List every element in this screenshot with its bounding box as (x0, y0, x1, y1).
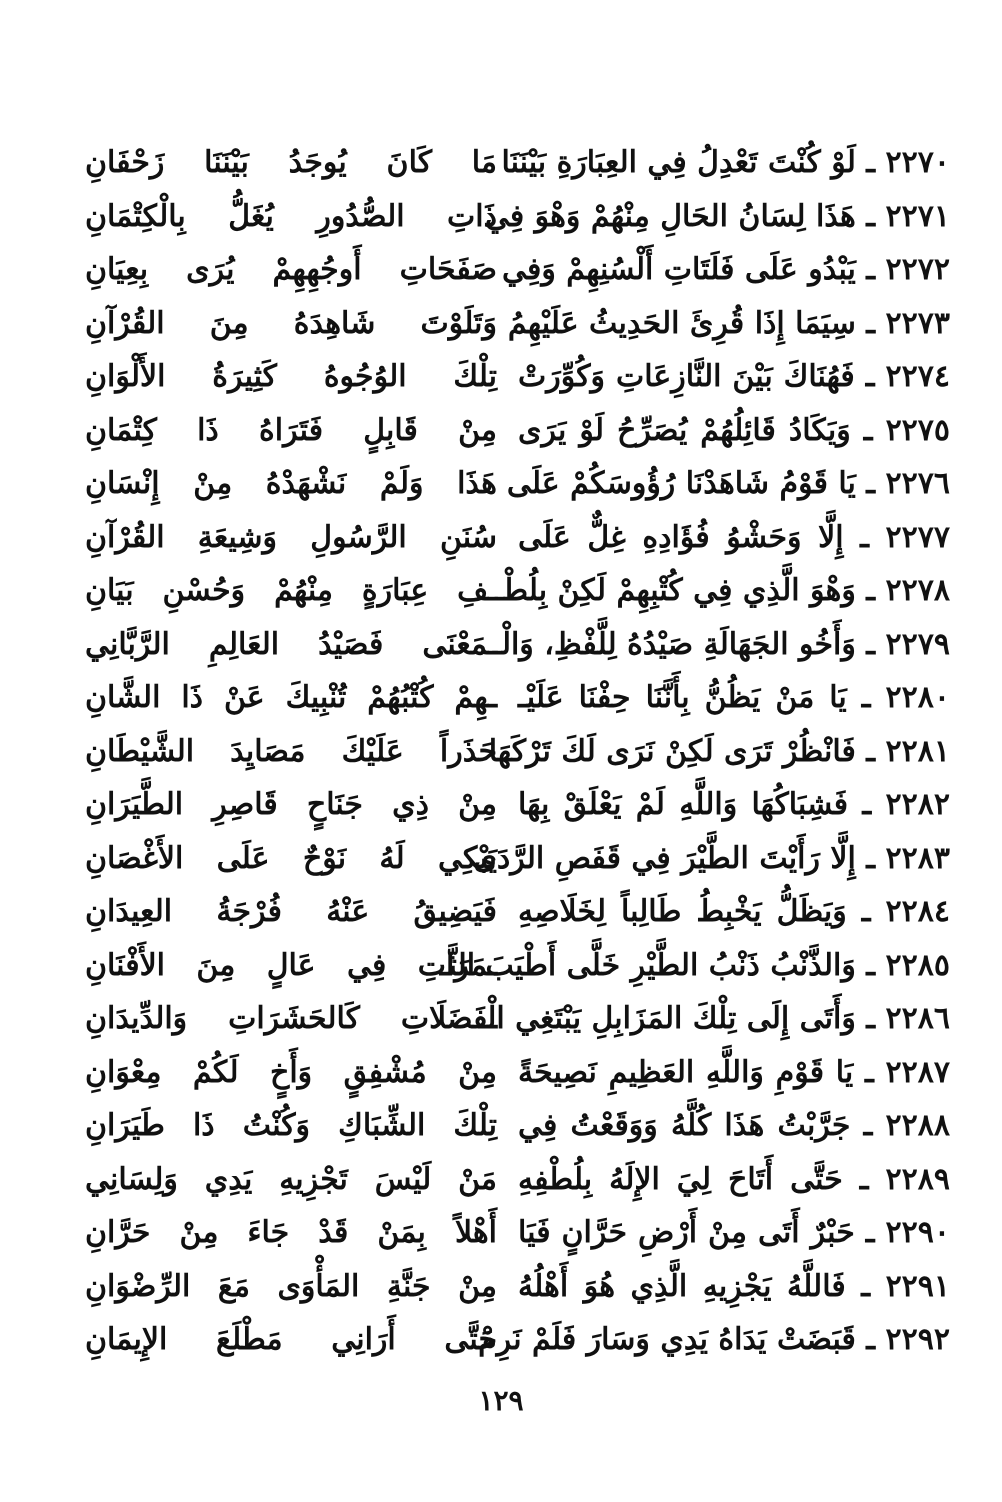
verse-number-separator: ـ (855, 198, 886, 234)
verse-line (0, 1262, 1002, 1316)
verse-number: ٢٢٧٩ (885, 626, 950, 662)
verse-first-hemistich (501, 245, 950, 299)
verse-number: ٢٢٨٦ (885, 1001, 950, 1036)
verse-line (0, 780, 1002, 834)
verse-second-hemistich: ـمَرَاتِ فِي عَالٍ مِنَ الأَفْنَانِ (85, 947, 497, 983)
verse-number: ٢٢٧٥ (885, 412, 951, 448)
verse-number: ٢٢٧٦ (885, 466, 950, 501)
verse-first-hemistich (484, 192, 950, 246)
verse-line (0, 727, 1002, 781)
verse-first-hemistich (439, 941, 950, 995)
verse-first-text: فَانْظُرْ تَرَى لَكِنْ نَرَى لَكَ تَرْكَهَا (488, 733, 856, 769)
verse-line (0, 513, 1002, 567)
verse-first-hemistich (518, 406, 950, 460)
verse-number-separator: ـ (855, 1001, 886, 1036)
verse-second-hemistich: ـهِمْ كُتْبُهُمْ تُنْبِيكَ عَنْ ذَا الشَّانِ (85, 680, 497, 715)
verse-number-separator: ـ (854, 359, 886, 394)
verse-line (0, 1315, 1002, 1369)
verse-first-hemistich (518, 887, 950, 941)
verse-number: ٢٢٧٣ (885, 305, 950, 341)
verse-number-separator: ـ (855, 573, 886, 608)
verse-first-hemistich (478, 994, 950, 1048)
verse-second-hemistich: مِنْ مُشْفِقٍ وَأَخٍ لَكُمْ مِعْوَانِ (85, 1054, 497, 1090)
verse-second-hemistich: مَنْ لَيْسَ تَجْزِيهِ يَدِي وَلِسَانِي (85, 1161, 497, 1197)
verse-first-hemistich (518, 1262, 950, 1316)
verse-first-text: حَتَّى أَتَاحَ لِيَ الإِلَهُ بِلُطْفِهِ (518, 1161, 843, 1197)
verse-number: ٢٢٧٨ (885, 573, 950, 608)
verse-number-separator: ـ (854, 1215, 886, 1250)
verse-second-hemistich: مِنْ قَابِلٍ فَتَرَاهُ ذَا كِتْمَانِ (85, 412, 497, 448)
verse-line (0, 245, 1002, 299)
verse-number: ٢٢٧٤ (885, 359, 950, 394)
verse-second-hemistich: تِلْكَ الوُجُوهُ كَثِيرَةُ الأَلْوَانِ (85, 359, 497, 394)
verse-number-separator: ـ (855, 626, 886, 662)
verse-number-separator: ـ (853, 1054, 886, 1090)
verse-second-hemistich: حَذَراً عَلَيْكَ مَصَايِدَ الشَّيْطَانِ (85, 733, 497, 769)
verse-second-hemistich: ـمَعْنَى فَصَيْدُ العَالِمِ الرَّبَّانِي (85, 626, 497, 662)
verse-number: ٢٢٧٢ (885, 252, 950, 287)
verse-first-hemistich (478, 1315, 950, 1369)
verse-line (0, 620, 1002, 674)
verse-number: ٢٢٨٥ (885, 947, 950, 983)
verse-first-hemistich (518, 1208, 950, 1262)
verse-first-hemistich (507, 299, 950, 353)
verse-first-hemistich (518, 1101, 950, 1155)
verse-number: ٢٢٨٠ (885, 680, 950, 715)
verse-number-separator: ـ (850, 1108, 886, 1143)
verse-line (0, 941, 1002, 995)
verse-number-separator: ـ (842, 1161, 886, 1197)
verse-number-separator: ـ (855, 252, 886, 287)
verse-number: ٢٢٧١ (885, 198, 950, 234)
verse-first-text: وَالذَّنْبُ ذَنْبُ الطَّيْرِ خَلَّى أَطْيَبَ الثَّـ (439, 947, 856, 983)
verse-first-hemistich (495, 566, 950, 620)
verse-number: ٢٢٨٢ (885, 787, 950, 822)
verse-first-text: جَرَّبْتُ هَذَا كُلَّهُ وَوَقَعْتُ فِي (518, 1108, 851, 1143)
verse-number-separator: ـ (855, 145, 886, 180)
verse-number: ٢٢٨٤ (885, 894, 950, 929)
verse-number: ٢٢٩٠ (885, 1215, 950, 1250)
verse-first-hemistich (518, 673, 950, 727)
verse-number: ٢٢٧٠ (885, 145, 950, 180)
verse-number: ٢٢٨٧ (885, 1054, 950, 1090)
verse-first-hemistich (518, 352, 950, 406)
verse-line (0, 1155, 1002, 1209)
verse-first-text: هَذَا لِسَانُ الحَالِ مِنْهُمْ وَهْوَ فِي (484, 198, 856, 234)
verse-first-text: حَبْرٌ أَتَى مِنْ أَرْضِ حَرَّانٍ فَيَا (518, 1215, 855, 1250)
verse-number-separator: ـ (855, 840, 886, 876)
verse-first-text: إِلَّا رَأَيْتَ الطَّيْرَ فِي قَفَصِ الرَّدَى (473, 840, 856, 876)
verse-first-text: وَيَظَلُّ يَخْبِطُ طَالِباً لِخَلَاصِهِ (518, 894, 847, 929)
verse-first-text: فَاللَّهُ يَجْزِيهِ الَّذِي هُوَ أَهْلُهُ (518, 1268, 846, 1304)
verse-number: ٢٢٨٣ (885, 840, 950, 876)
verse-line (0, 1208, 1002, 1262)
verse-second-hemistich: ـفَضَلَاتِ كَالحَشَرَاتِ وَالدِّيدَانِ (85, 1001, 497, 1036)
verse-number-separator: ـ (850, 412, 886, 448)
verse-number-separator: ـ (855, 305, 886, 341)
verse-second-hemistich: ذَاتِ الصُّدُورِ يُغَلُّ بِالْكِتْمَانِ (85, 198, 497, 234)
verse-line (0, 352, 1002, 406)
verse-first-text: سِيَمَا إِذَا قُرِئَ الحَدِيثُ عَلَيْهِمُ (507, 305, 856, 341)
verse-number-separator: ـ (848, 787, 886, 822)
verse-number: ٢٢٩١ (885, 1268, 951, 1304)
verse-number-separator: ـ (846, 894, 886, 929)
verse-number-separator: ـ (843, 519, 886, 555)
verse-line (0, 1101, 1002, 1155)
verse-number: ٢٢٨٨ (885, 1108, 950, 1143)
verse-number-separator: ـ (855, 1322, 886, 1357)
verse-line (0, 1048, 1002, 1102)
verse-first-hemistich (506, 459, 950, 513)
verse-second-hemistich: ـفِ عِبَارَةٍ مِنْهُمْ وَحُسْنِ بَيَانِ (85, 573, 497, 608)
verse-first-hemistich (518, 780, 950, 834)
verse-line (0, 673, 1002, 727)
verse-first-text: قَبَضَتْ يَدَاهُ يَدِي وَسَارَ فَلَمْ نَرِمْ (478, 1322, 856, 1357)
verse-number: ٢٢٩٢ (885, 1322, 950, 1357)
verse-line (0, 459, 1002, 513)
verse-number-separator: ـ (845, 1268, 886, 1304)
verse-number: ٢٢٨١ (885, 733, 950, 769)
verse-first-text: لَوْ كُنْتَ تَعْدِلُ فِي العِبَارَةِ بَيْنَنَا (501, 145, 856, 180)
verse-number: ٢٢٨٩ (885, 1161, 950, 1197)
verse-first-text: وَأَتَى إِلَى تِلْكَ المَزَابِلِ يَبْتَغِي الْـ (478, 1001, 856, 1036)
verse-line (0, 192, 1002, 246)
verse-first-text: فَهُنَاكَ بَيْنَ النَّازِعَاتِ وَكُوِّرَتْ (518, 359, 855, 394)
verse-line (0, 834, 1002, 888)
verse-number: ٢٢٧٧ (885, 519, 950, 555)
verse-first-text: يَا قَوْمِ وَاللَّهِ العَظِيمِ نَصِيحَةً (518, 1054, 854, 1090)
verse-first-hemistich (501, 138, 950, 192)
verse-second-hemistich: سُنَنِ الرَّسُولِ وَشِيعَةِ القُرْآنِ (85, 519, 497, 555)
verse-first-text: فَشِبَاكُهَا وَاللَّهِ لَمْ يَعْلَقْ بِهَا (518, 787, 849, 822)
verse-line (0, 299, 1002, 353)
verse-second-hemistich: فَيَضِيقُ عَنْهُ فُرْجَةُ العِيدَانِ (85, 894, 497, 929)
verse-line (0, 138, 1002, 192)
verse-second-hemistich: وَتَلَوْتَ شَاهِدَهُ مِنَ القُرْآنِ (85, 305, 497, 341)
poem-verses (0, 138, 1002, 1369)
verse-second-hemistich: مِنْ ذِي جَنَاحٍ قَاصِرِ الطَّيَرَانِ (85, 787, 497, 822)
verse-second-hemistich: يَبْكِي لَهُ نَوْحٌ عَلَى الأَغْصَانِ (85, 840, 497, 876)
verse-line (0, 887, 1002, 941)
verse-first-text: وَيَكَادُ قَائِلُهُمْ يُصَرِّحُ لَوْ يَرَى (518, 412, 851, 448)
verse-first-text: وَهْوَ الَّذِي فِي كُتْبِهِمْ لَكِنْ بِلُطْـ (495, 573, 856, 608)
verse-first-hemistich (518, 1155, 950, 1209)
verse-second-hemistich: تِلْكَ الشِّبَاكِ وَكُنْتُ ذَا طَيَرَانِ (85, 1108, 497, 1143)
verse-first-hemistich (518, 1048, 950, 1102)
verse-number-separator: ـ (855, 947, 886, 983)
verse-number-separator: ـ (855, 466, 886, 501)
verse-second-hemistich: هَذَا وَلَمْ نَشْهَدْهُ مِنْ إِنْسَانِ (85, 466, 497, 501)
verse-line (0, 566, 1002, 620)
verse-first-text: وَأَخُو الجَهَالَةِ صَيْدُهُ لِلَّفْظِ، وَالْـ (493, 626, 856, 662)
verse-number-separator: ـ (855, 733, 886, 769)
verse-first-hemistich (488, 727, 950, 781)
verse-line (0, 994, 1002, 1048)
verse-second-hemistich: مِنْ جَنَّةِ المَأْوَى مَعَ الرِّضْوَانِ (85, 1268, 497, 1304)
verse-first-text: يَا قَوْمُ شَاهَدْنَا رُؤُوسَكُمْ عَلَى (506, 466, 856, 501)
verse-first-text: يَبْدُو عَلَى فَلَتَاتِ أَلْسُنِهِمْ وَفِي (501, 252, 856, 287)
verse-second-hemistich: أَهْلاً بِمَنْ قَدْ جَاءَ مِنْ حَرَّانِ (85, 1215, 497, 1250)
verse-first-hemistich (473, 834, 950, 888)
verse-second-hemistich: صَفَحَاتِ أَوجُهِهِمْ يُرَى بِعِيَانِ (85, 252, 497, 287)
page-number: ١٢٩ (478, 1384, 524, 1417)
verse-second-hemistich: حَتَّى أَرَانِي مَطْلَعَ الإِيمَانِ (85, 1322, 497, 1357)
verse-first-text: يَا مَنْ يَظُنُّ بِأَنَّنَا حِفْنَا عَلَيْـ (518, 680, 847, 715)
verse-first-hemistich (518, 513, 950, 567)
verse-first-text: إِلَّا وَحَشْوُ فُؤَادِهِ غِلٌّ عَلَى (518, 519, 844, 555)
verse-line (0, 406, 1002, 460)
verse-first-hemistich (493, 620, 950, 674)
verse-number-separator: ـ (846, 680, 886, 715)
verse-second-hemistich: مَا كَانَ يُوجَدُ بَيْنَنَا زَحْفَانِ (85, 145, 497, 180)
